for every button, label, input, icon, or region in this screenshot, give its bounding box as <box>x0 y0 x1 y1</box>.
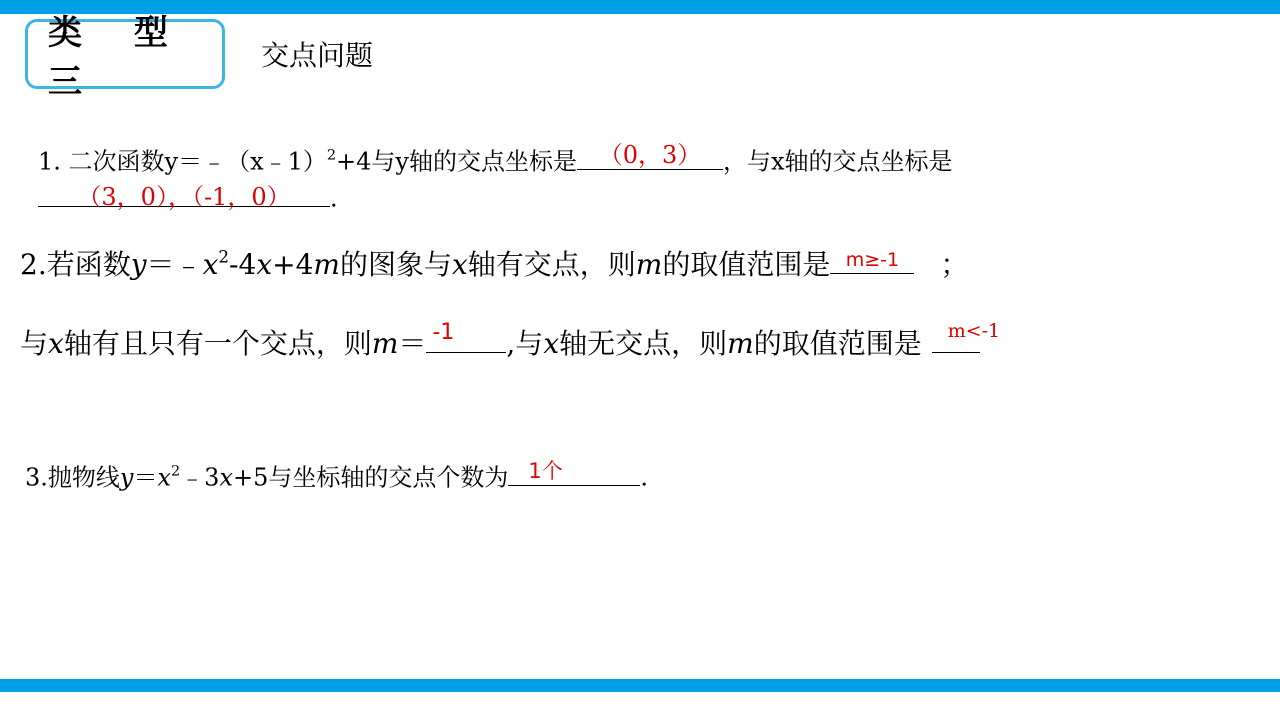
q2-text: 轴有且只有一个交点，则 <box>63 327 372 361</box>
topic-title: 交点问题 <box>261 39 374 72</box>
q2-var-x: x <box>256 248 273 282</box>
q3-text: +5与坐标轴的交点个数为 <box>233 463 509 492</box>
q3-superscript: 2 <box>171 463 181 480</box>
q2-text: 轴无交点，则 <box>559 327 728 361</box>
q1-answer-blank-y <box>577 141 723 170</box>
q2-text: ,与 <box>506 327 544 361</box>
q2-superscript: 2 <box>218 246 230 267</box>
q2-plus: +4 <box>272 248 314 282</box>
q2-var-y: y <box>130 248 147 282</box>
q2-var-m: m <box>635 248 663 282</box>
q3-eq: ＝ <box>133 463 158 492</box>
q1-prefix: 1. 二次函数y＝﹣（x﹣1） <box>38 147 327 176</box>
q3-answer: 1个 <box>528 459 563 483</box>
type-label-box <box>25 13 225 102</box>
q3-var-y: y <box>119 463 134 492</box>
q2-answer-1: m≥-1 <box>845 249 900 271</box>
q3-var-x: x <box>219 463 233 492</box>
q1-end: . <box>330 184 338 213</box>
q2-var-m: m <box>727 327 754 361</box>
question-2-line-2 <box>20 320 1001 362</box>
q2-answer-blank-2 <box>426 320 506 353</box>
q2-coef: -4 <box>229 248 257 282</box>
q3-prefix: 3.抛物线 <box>25 463 120 492</box>
q3-coef: ﹣3 <box>180 463 220 492</box>
bottom-accent-bar <box>0 679 1280 692</box>
q1-answer-blank-x <box>38 178 330 211</box>
q2-text: 的图象与 <box>339 248 452 282</box>
q2-text: 的取值范围是 <box>753 327 922 361</box>
q1-answer-y: （0，3） <box>598 141 702 169</box>
q2-answer-blank-3 <box>932 320 1001 353</box>
q2-text: 与 <box>20 327 49 361</box>
q2-semicolon: ； <box>940 248 969 282</box>
q2-var-m: m <box>371 327 399 361</box>
q3-end: . <box>640 463 649 492</box>
q2-text: 轴有交点，则 <box>467 248 636 282</box>
q2-var-x: x <box>48 327 64 361</box>
q2-text: 的取值范围是 <box>662 248 831 282</box>
question-3 <box>25 457 648 493</box>
q1-superscript: 2 <box>326 147 337 164</box>
q1-mid: +4与y轴的交点坐标是 <box>336 147 577 176</box>
q2-eq: ＝﹣ <box>146 248 203 282</box>
q1-suffix: ，与x轴的交点坐标是 <box>722 147 953 176</box>
q2-var-m: m <box>313 248 340 282</box>
q2-var-x: x <box>543 327 560 361</box>
q3-var-x: x <box>157 463 172 492</box>
q1-answer-x: （3，0），（-1，0） <box>77 183 291 211</box>
type-label: 类 型 三 <box>48 13 188 102</box>
question-1-line-2 <box>38 178 338 213</box>
question-1-line-1 <box>38 141 953 177</box>
q2-answer-3: m<-1 <box>947 320 1001 342</box>
q3-answer-blank <box>508 457 640 486</box>
q2-var-x: x <box>202 248 219 282</box>
q2-prefix: 2.若函数 <box>20 248 131 282</box>
q2-var-x: x <box>451 248 468 282</box>
question-2-line-1 <box>20 241 968 283</box>
q2-answer-2: -1 <box>432 320 455 345</box>
q2-answer-blank-1 <box>830 241 914 274</box>
q2-eq: ＝ <box>398 327 427 361</box>
